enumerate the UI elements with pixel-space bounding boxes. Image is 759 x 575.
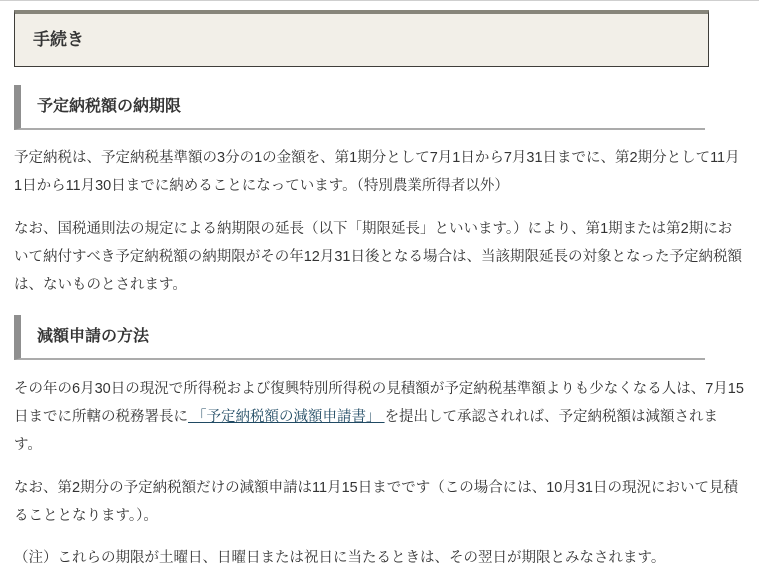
paragraph-second-period-reduction bbox=[14, 474, 745, 530]
paragraph-reduction-application bbox=[14, 375, 745, 459]
section-heading-payment-deadline bbox=[14, 85, 705, 130]
page-title: 手続き bbox=[33, 30, 84, 49]
section-heading-reduction-application bbox=[14, 315, 705, 360]
paragraph-text: その年の6月30日の現況で所得税および復興特別所得税の見積額が予定納税基準額よりも少なくなる人は、7月15日までに所轄の税務署長に bbox=[14, 381, 744, 425]
note-deadline-weekend bbox=[14, 544, 745, 572]
paragraph-payment-schedule bbox=[14, 144, 745, 200]
paragraph-text: なお、国税通則法の規定による納期限の延長（以下「期限延長」といいます。）により、第1期または第2期において納付すべき予定納税額の納期限がその年12月31日後となる場合は、当該期限延長の対象となった予定納税額は、ないものとされます。 bbox=[14, 221, 742, 293]
paragraph-text: 予定納税は、予定納税基準額の3分の1の金額を、第1期分として7月1日から7月31日までに、第2期分として11月1日から11月30日までに納めることになっています。（特別農業所得者以外） bbox=[14, 150, 740, 194]
paragraph-deadline-extension bbox=[14, 215, 745, 299]
note-text: （注）これらの期限が土曜日、日曜日または祝日に当たるときは、その翌日が期限とみなされます。 bbox=[14, 550, 666, 566]
paragraph-text: なお、第2期分の予定納税額だけの減額申請は11月15日までです（この場合には、10月31日の現況において見積ることとなります。）。 bbox=[14, 480, 738, 524]
top-divider bbox=[0, 0, 759, 1]
section-heading-label: 減額申請の方法 bbox=[37, 328, 150, 345]
section-heading-label: 予定納税額の納期限 bbox=[37, 98, 182, 115]
reduction-application-form-link[interactable]: 「予定納税額の減額申請書」 bbox=[188, 409, 385, 425]
page-title-box bbox=[14, 10, 709, 67]
paragraph-text: を提出して承認されれば、予定納税額は減額されます。 bbox=[14, 409, 719, 453]
